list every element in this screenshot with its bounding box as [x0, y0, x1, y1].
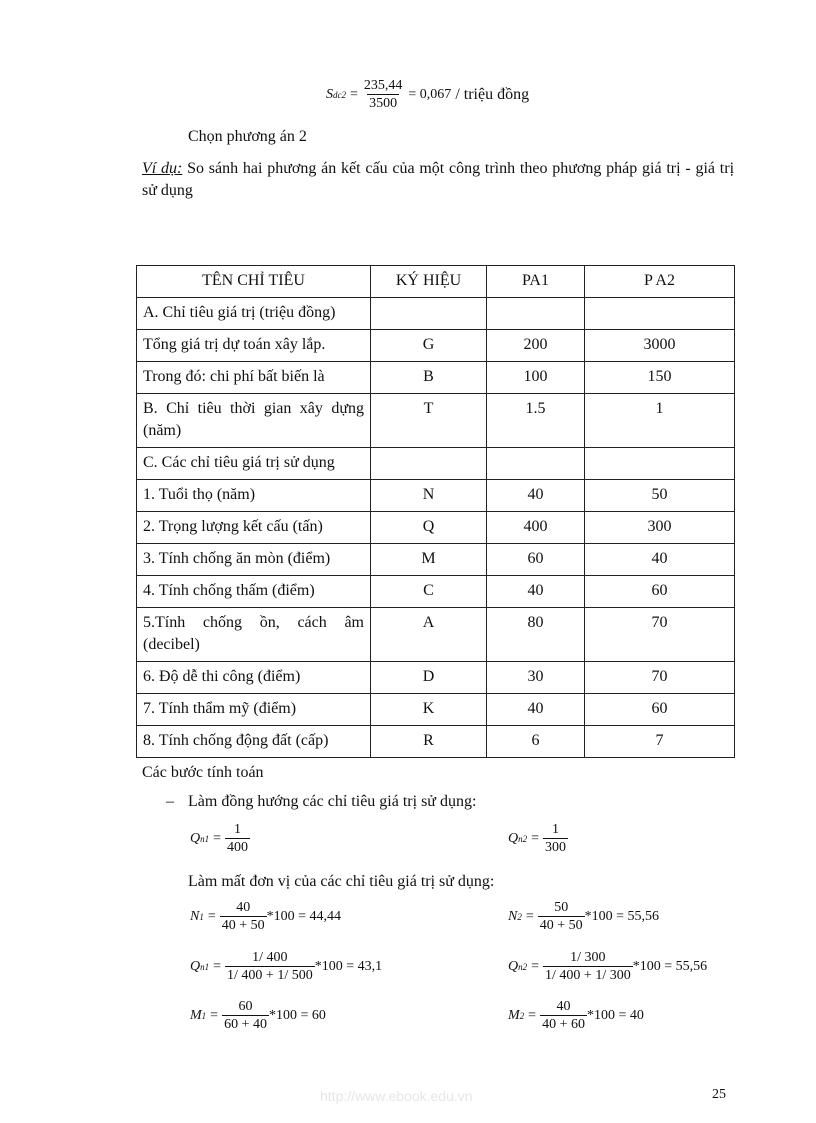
cell-name: Trong đó: chi phí bất biến là — [137, 362, 371, 394]
cell-pa1: 40 — [487, 694, 585, 726]
criteria-table — [136, 265, 735, 758]
eq-qn1-num: 1 — [234, 822, 242, 837]
formula-lhs: S — [326, 86, 333, 102]
eq-m2-num: 40 — [556, 999, 571, 1014]
header-symbol: KÝ HIỆU — [371, 266, 487, 298]
eq-n1-den: 40 + 50 — [221, 918, 265, 933]
eq-qn2b-rest: *100 = 55,56 — [632, 958, 708, 974]
cell-symbol — [371, 448, 487, 480]
cell-symbol: T — [371, 394, 487, 448]
formula-numerator: 235,44 — [363, 78, 403, 93]
eq-n2-den: 40 + 50 — [539, 918, 583, 933]
eq-qn1b-rest: *100 = 43,1 — [314, 958, 383, 974]
formula-sdc2: S dc2 = $\frac{235,44}{3500}$ = 0,067 / triệu đồng — [326, 78, 530, 111]
cell-pa1: 60 — [487, 544, 585, 576]
table-row — [137, 576, 735, 608]
eq-qn1-den: 400 — [227, 840, 249, 855]
cell-name: A. Chỉ tiêu giá trị (triệu đồng) — [137, 298, 371, 330]
eq-m2: M 2 = $\frac{40}{40 + 60}$ *100 = 40 — [508, 999, 644, 1032]
cell-pa1: 200 — [487, 330, 585, 362]
eq-qn1: Q n1 = $\frac{1}{400}$ — [190, 822, 249, 855]
eq-m1-num: 60 — [238, 999, 253, 1014]
eq-n2-lhs: N — [508, 908, 518, 924]
table-row — [137, 512, 735, 544]
cell-pa2: 60 — [585, 694, 735, 726]
table-row — [137, 694, 735, 726]
eq-qn1-lhs: Q — [190, 830, 201, 846]
step1-bullet: – — [166, 793, 174, 810]
table-row — [137, 662, 735, 694]
eq-m2-frac — [540, 999, 587, 1032]
footer-url: http://www.ebook.edu.vn — [320, 1088, 473, 1104]
eq-m1-frac — [222, 999, 269, 1032]
cell-pa1: 40 — [487, 576, 585, 608]
table-row — [137, 394, 735, 448]
eq-qn2-den: 300 — [545, 840, 567, 855]
steps-title: Các bước tính toán — [142, 764, 264, 781]
eq-qn2b-den: 1/ 400 + 1/ 300 — [545, 968, 631, 983]
eq-qn2-num: 1 — [552, 822, 560, 837]
eq-qn2b-sub: n2 — [518, 961, 528, 972]
eq-qn2b-num: 1/ 300 — [570, 950, 606, 965]
eq-n2-sub: 2 — [517, 911, 522, 922]
choose-option-text: Chọn phương án 2 — [188, 128, 307, 145]
cell-symbol: N — [371, 480, 487, 512]
table-header-row — [137, 266, 735, 298]
example-text: So sánh hai phương án kết cấu của một công trình theo phương pháp giá trị - giá trị sử dụng — [142, 160, 735, 199]
cell-symbol: A — [371, 608, 487, 662]
cell-symbol: Q — [371, 512, 487, 544]
cell-name: 7. Tính thẩm mỹ (điểm) — [137, 694, 371, 726]
formula-unit: / triệu đồng — [455, 85, 530, 103]
cell-symbol: C — [371, 576, 487, 608]
cell-pa1: 40 — [487, 480, 585, 512]
eq-qn2b: Q n2 = $\frac{1/ 300}{1/ 400 + 1/ 300}$ *100 = 55,56 — [508, 950, 708, 983]
step1-text: Làm đồng hướng các chỉ tiêu giá trị sử dụng: — [188, 793, 477, 810]
cell-symbol: B — [371, 362, 487, 394]
cell-name: 5.Tính chống ồn, cách âm (decibel) — [137, 608, 371, 662]
eq-qn1b-den: 1/ 400 + 1/ 500 — [227, 968, 313, 983]
header-pa2: P A2 — [585, 266, 735, 298]
eq-m1-sub: 1 — [201, 1010, 207, 1021]
cell-name: B. Chỉ tiêu thời gian xây dựng (năm) — [137, 394, 371, 448]
eq-qn1-sub: n1 — [200, 833, 210, 844]
eq-m1-lhs: M — [190, 1007, 202, 1023]
cell-pa1 — [487, 448, 585, 480]
eq-m2-sub: 2 — [519, 1010, 525, 1021]
cell-name: 3. Tính chống ăn mòn (điểm) — [137, 544, 371, 576]
cell-pa2: 70 — [585, 662, 735, 694]
cell-pa2: 60 — [585, 576, 735, 608]
cell-symbol: K — [371, 694, 487, 726]
eq-n1-lhs: N — [190, 908, 200, 924]
eq-qn2: Q n2 = $\frac{1}{300}$ — [508, 822, 567, 855]
eq-qn2b-frac — [543, 950, 633, 983]
eq-n2: N 2 = $\frac{50}{40 + 50}$ *100 = 55,56 — [508, 900, 660, 933]
eq-n1: N 1 = $\frac{40}{40 + 50}$ *100 = 44,44 — [190, 900, 342, 933]
eq-n1-sub: 1 — [199, 911, 204, 922]
eq-n1-rest: *100 = 44,44 — [266, 908, 342, 924]
cell-pa1: 80 — [487, 608, 585, 662]
cell-pa2: 40 — [585, 544, 735, 576]
header-pa1: PA1 — [487, 266, 585, 298]
eq-m2-rest: *100 = 40 — [586, 1007, 644, 1023]
formula-fraction — [362, 78, 405, 111]
cell-symbol — [371, 298, 487, 330]
cell-pa1: 1.5 — [487, 394, 585, 448]
eq-n2-frac — [538, 900, 585, 933]
cell-pa2: 3000 — [585, 330, 735, 362]
eq-n2-rest: *100 = 55,56 — [584, 908, 660, 924]
eq-qn1b-frac — [225, 950, 315, 983]
cell-pa2: 50 — [585, 480, 735, 512]
table-row — [137, 544, 735, 576]
cell-pa2: 150 — [585, 362, 735, 394]
formula-result: = 0,067 — [408, 86, 452, 102]
table-row — [137, 726, 735, 758]
eq-n1-frac — [220, 900, 267, 933]
cell-symbol: G — [371, 330, 487, 362]
cell-pa2 — [585, 448, 735, 480]
cell-name: 4. Tính chống thấm (điểm) — [137, 576, 371, 608]
cell-name: C. Các chỉ tiêu giá trị sử dụng — [137, 448, 371, 480]
table-row — [137, 330, 735, 362]
formula-lhs-sub: dc2 — [333, 89, 346, 100]
eq-m1-den: 60 + 40 — [224, 1017, 267, 1032]
formula-denominator: 3500 — [369, 96, 398, 111]
cell-pa1: 6 — [487, 726, 585, 758]
cell-pa2: 7 — [585, 726, 735, 758]
eq-qn2-lhs: Q — [508, 830, 519, 846]
cell-symbol: M — [371, 544, 487, 576]
cell-pa2: 1 — [585, 394, 735, 448]
eq-qn1b: Q n1 = $\frac{1/ 400}{1/ 400 + 1/ 500}$ *100 = 43,1 — [190, 950, 383, 983]
cell-pa1: 100 — [487, 362, 585, 394]
cell-symbol: R — [371, 726, 487, 758]
cell-name: Tổng giá trị dự toán xây lắp. — [137, 330, 371, 362]
cell-name: 8. Tính chống động đất (cấp) — [137, 726, 371, 758]
eq-qn1b-sub: n1 — [200, 961, 210, 972]
eq-qn1-frac — [225, 822, 250, 855]
eq-m2-den: 40 + 60 — [542, 1017, 585, 1032]
cell-pa2 — [585, 298, 735, 330]
page-number: 25 — [712, 1087, 726, 1102]
eq-m2-lhs: M — [508, 1007, 520, 1023]
eq-m1: M 1 = $\frac{60}{60 + 40}$ *100 = 60 — [190, 999, 326, 1032]
eq-m1-rest: *100 = 60 — [268, 1007, 326, 1023]
cell-pa1 — [487, 298, 585, 330]
cell-name: 2. Trọng lượng kết cấu (tấn) — [137, 512, 371, 544]
eq-qn1b-lhs: Q — [190, 958, 201, 974]
eq-qn1b-num: 1/ 400 — [252, 950, 288, 965]
example-paragraph — [142, 158, 734, 202]
table-row — [137, 298, 735, 330]
header-name: TÊN CHỈ TIÊU — [137, 266, 371, 298]
cell-pa1: 30 — [487, 662, 585, 694]
table-row — [137, 448, 735, 480]
eq-qn2-sub: n2 — [518, 833, 528, 844]
table-row — [137, 480, 735, 512]
cell-symbol: D — [371, 662, 487, 694]
cell-name: 6. Độ dễ thi công (điểm) — [137, 662, 371, 694]
cell-pa2: 300 — [585, 512, 735, 544]
eq-qn2-frac — [543, 822, 568, 855]
eq-qn2b-lhs: Q — [508, 958, 519, 974]
cell-pa2: 70 — [585, 608, 735, 662]
cell-name: 1. Tuổi thọ (năm) — [137, 480, 371, 512]
step2-text: Làm mất đơn vị của các chỉ tiêu giá trị sử dụng: — [188, 873, 495, 890]
eq-n1-num: 40 — [236, 900, 251, 915]
table-row — [137, 362, 735, 394]
cell-pa1: 400 — [487, 512, 585, 544]
eq-n2-num: 50 — [554, 900, 569, 915]
example-label: Ví dụ: — [142, 160, 183, 177]
table-row — [137, 608, 735, 662]
